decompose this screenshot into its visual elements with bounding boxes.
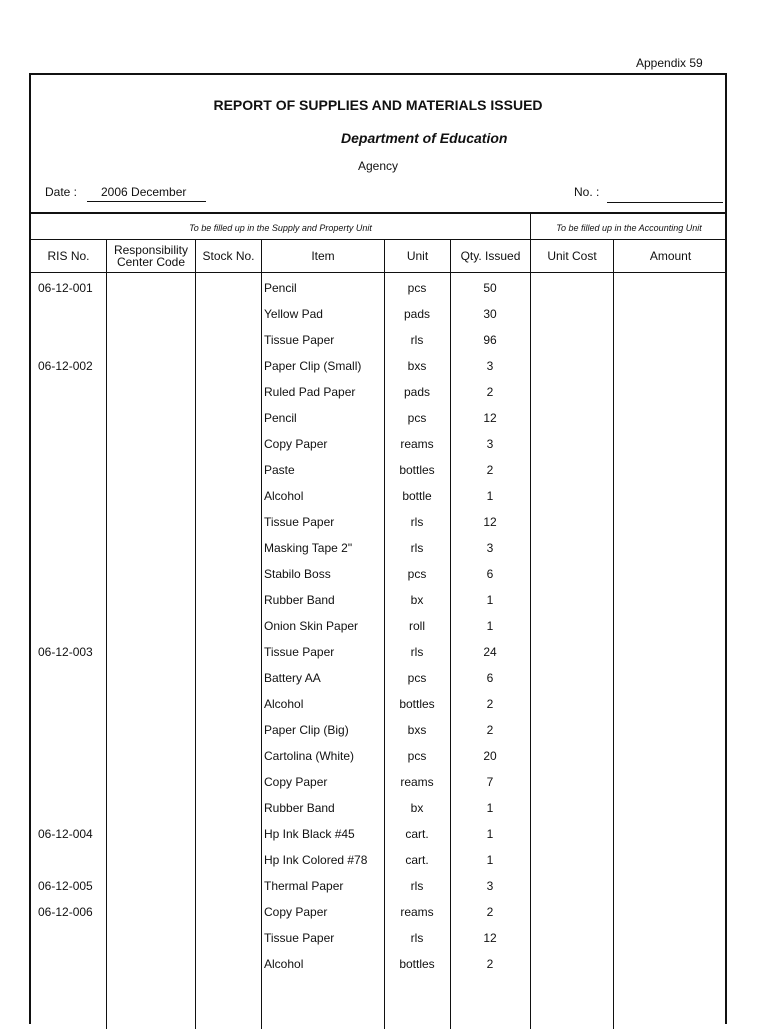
qty-issued-cell: 2 <box>486 463 494 477</box>
col-header-amount: Amount <box>649 249 692 263</box>
appendix-label: Appendix 59 <box>636 56 703 70</box>
item-cell: Tissue Paper <box>264 931 335 945</box>
unit-cell: bottles <box>399 957 435 971</box>
col-header-qty-issued: Qty. Issued <box>460 249 521 263</box>
unit-cell: pads <box>403 385 431 399</box>
col-line-3 <box>261 239 262 1029</box>
item-cell: Rubber Band <box>264 593 335 607</box>
item-cell: Copy Paper <box>264 905 328 919</box>
qty-issued-cell: 1 <box>486 853 494 867</box>
item-cell: Pencil <box>264 281 297 295</box>
item-cell: Onion Skin Paper <box>264 619 359 633</box>
supply-section-note: To be filled up in the Supply and Property Unit <box>189 223 372 233</box>
unit-cell: reams <box>400 905 434 919</box>
item-cell: Copy Paper <box>264 437 328 451</box>
qty-issued-cell: 1 <box>486 489 494 503</box>
col-line-2 <box>195 239 196 1029</box>
unit-cell: bx <box>410 801 424 815</box>
qty-issued-cell: 6 <box>486 567 494 581</box>
date-value: 2006 December <box>87 185 206 202</box>
ris-no-cell: 06-12-002 <box>38 359 93 373</box>
qty-issued-cell: 2 <box>486 723 494 737</box>
report-form <box>29 73 727 1024</box>
ris-no-cell: 06-12-005 <box>38 879 93 893</box>
unit-cell: pcs <box>407 567 427 581</box>
number-field-line <box>607 202 723 203</box>
unit-cell: bxs <box>407 723 427 737</box>
item-cell: Stabilo Boss <box>264 567 331 581</box>
agency-name: Department of Education <box>341 130 508 146</box>
qty-issued-cell: 3 <box>486 359 494 373</box>
item-cell: Ruled Pad Paper <box>264 385 356 399</box>
qty-issued-cell: 1 <box>486 827 494 841</box>
col-line-1 <box>106 239 107 1029</box>
item-cell: Rubber Band <box>264 801 335 815</box>
item-cell: Copy Paper <box>264 775 328 789</box>
qty-issued-cell: 96 <box>483 333 497 347</box>
item-cell: Tissue Paper <box>264 515 335 529</box>
qty-issued-cell: 1 <box>486 593 494 607</box>
qty-issued-cell: 20 <box>483 749 497 763</box>
col-header-item: Item <box>311 249 335 263</box>
item-cell: Alcohol <box>264 697 304 711</box>
qty-issued-cell: 12 <box>483 515 497 529</box>
unit-cell: bottles <box>399 697 435 711</box>
unit-cell: pcs <box>407 749 427 763</box>
col-header-unit-cost: Unit Cost <box>547 249 597 263</box>
agency-label: Agency <box>358 159 399 173</box>
date-label: Date : <box>45 185 78 199</box>
col-header-responsibility-center-code: Responsibility Center Code <box>113 243 189 269</box>
item-cell: Masking Tape 2" <box>264 541 353 555</box>
item-cell: Hp Ink Black #45 <box>264 827 355 841</box>
col-header-ris-no: RIS No. <box>47 249 90 263</box>
qty-issued-cell: 2 <box>486 957 494 971</box>
col-line-7 <box>613 239 614 1029</box>
qty-issued-cell: 3 <box>486 879 494 893</box>
item-cell: Battery AA <box>264 671 321 685</box>
qty-issued-cell: 1 <box>486 619 494 633</box>
qty-issued-cell: 2 <box>486 905 494 919</box>
item-cell: Cartolina (White) <box>264 749 355 763</box>
qty-issued-cell: 1 <box>486 801 494 815</box>
col-header-stock-no: Stock No. <box>202 249 255 263</box>
section-divider <box>31 239 725 240</box>
ris-no-cell: 06-12-006 <box>38 905 93 919</box>
item-cell: Alcohol <box>264 957 304 971</box>
item-cell: Hp Ink Colored #78 <box>264 853 368 867</box>
item-cell: Paste <box>264 463 295 477</box>
qty-issued-cell: 3 <box>486 541 494 555</box>
column-header-divider <box>31 272 725 273</box>
item-cell: Yellow Pad <box>264 307 323 321</box>
unit-cell: rls <box>410 931 424 945</box>
col-line-6 <box>530 239 531 1029</box>
qty-issued-cell: 6 <box>486 671 494 685</box>
qty-issued-cell: 3 <box>486 437 494 451</box>
ris-no-cell: 06-12-003 <box>38 645 93 659</box>
unit-cell: cart. <box>405 827 429 841</box>
report-title: REPORT OF SUPPLIES AND MATERIALS ISSUED <box>213 97 543 113</box>
header-divider <box>31 212 725 214</box>
unit-cell: rls <box>410 515 424 529</box>
unit-cell: rls <box>410 645 424 659</box>
unit-cell: pcs <box>407 281 427 295</box>
accounting-section-note: To be filled up in the Accounting Unit <box>556 223 702 233</box>
qty-issued-cell: 12 <box>483 411 497 425</box>
unit-cell: pads <box>403 307 431 321</box>
qty-issued-cell: 50 <box>483 281 497 295</box>
unit-cell: rls <box>410 333 424 347</box>
col-header-unit: Unit <box>406 249 429 263</box>
unit-cell: rls <box>410 541 424 555</box>
unit-cell: bottle <box>402 489 432 503</box>
number-label: No. : <box>574 185 600 199</box>
unit-cell: rls <box>410 879 424 893</box>
unit-cell: bxs <box>407 359 427 373</box>
unit-cell: cart. <box>405 853 429 867</box>
qty-issued-cell: 12 <box>483 931 497 945</box>
unit-cell: reams <box>400 775 434 789</box>
qty-issued-cell: 2 <box>486 385 494 399</box>
item-cell: Paper Clip (Big) <box>264 723 349 737</box>
item-cell: Pencil <box>264 411 297 425</box>
qty-issued-cell: 2 <box>486 697 494 711</box>
item-cell: Thermal Paper <box>264 879 344 893</box>
unit-cell: pcs <box>407 411 427 425</box>
qty-issued-cell: 30 <box>483 307 497 321</box>
ris-no-cell: 06-12-004 <box>38 827 93 841</box>
ris-no-cell: 06-12-001 <box>38 281 93 295</box>
unit-cell: bx <box>410 593 424 607</box>
item-cell: Tissue Paper <box>264 645 335 659</box>
unit-cell: roll <box>408 619 425 633</box>
qty-issued-cell: 7 <box>486 775 494 789</box>
item-cell: Tissue Paper <box>264 333 335 347</box>
unit-cell: reams <box>400 437 434 451</box>
qty-issued-cell: 24 <box>483 645 497 659</box>
unit-cell: bottles <box>399 463 435 477</box>
item-cell: Alcohol <box>264 489 304 503</box>
item-cell: Paper Clip (Small) <box>264 359 362 373</box>
unit-cell: pcs <box>407 671 427 685</box>
